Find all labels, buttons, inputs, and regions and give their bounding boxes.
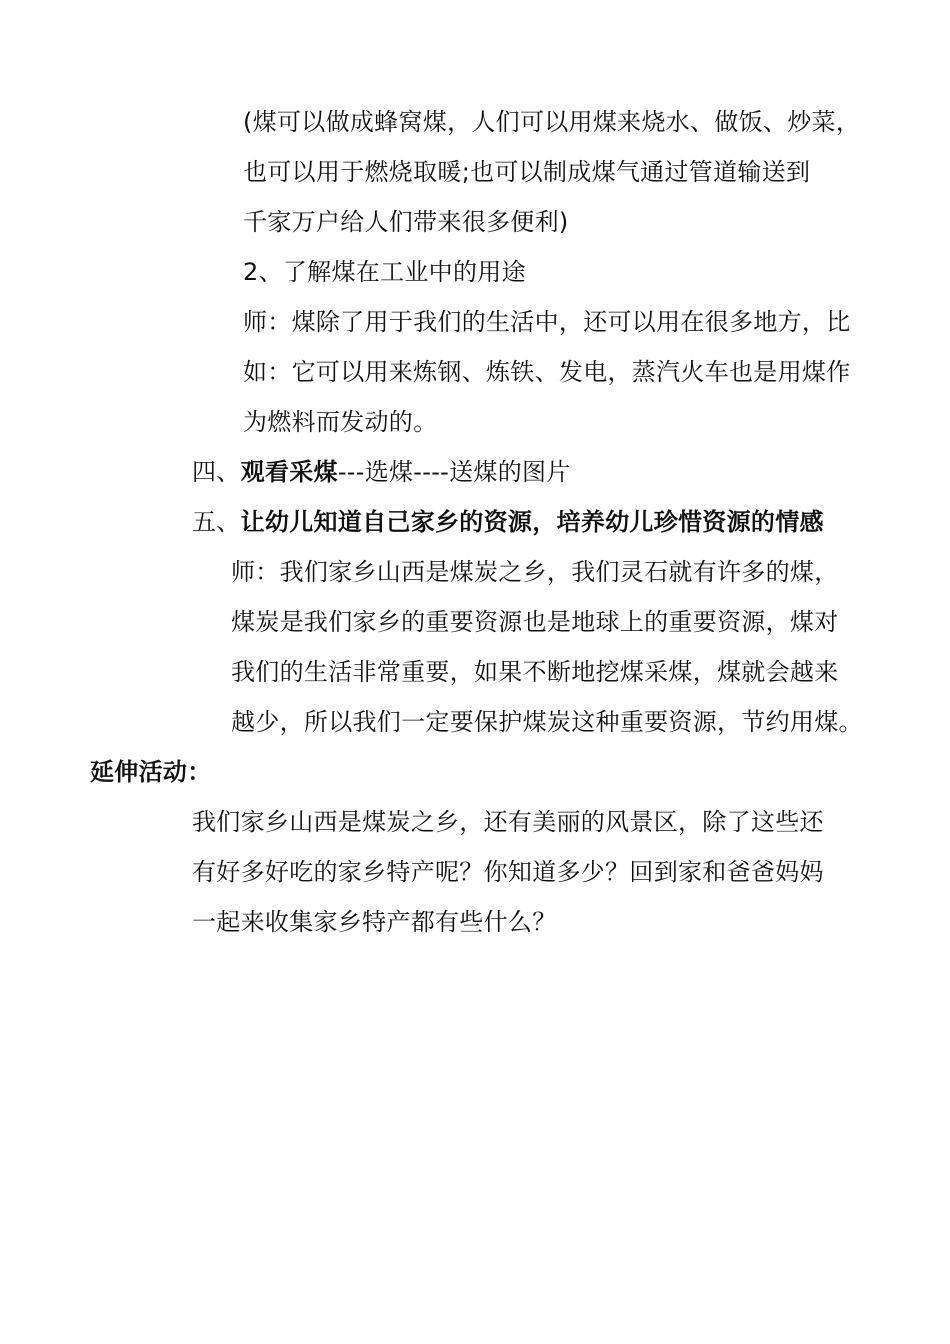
section-title-bold: 让幼儿知道自己家乡的资源，培养幼儿珍惜资源的情感 [240, 508, 824, 536]
paragraph-line: 我们的生活非常重要，如果不断地挖煤采煤，煤就会越来 [231, 658, 839, 686]
paragraph-line: 煤炭是我们家乡的重要资源也是地球上的重要资源，煤对 [231, 608, 839, 636]
paragraph-line: 师：我们家乡山西是煤炭之乡，我们灵石就有许多的煤， [231, 558, 839, 586]
section-heading-5 [192, 507, 824, 537]
paragraph-line: 一起来收集家乡特产都有些什么？ [192, 908, 557, 936]
section-number: 四、 [192, 458, 241, 486]
section-number: 五、 [192, 508, 241, 536]
paragraph-line: 越少，所以我们一定要保护煤炭这种重要资源，节约用煤。 [231, 708, 863, 736]
paragraph-line: (煤可以做成蜂窝煤，人们可以用煤来烧水、做饭、炒菜， [243, 108, 861, 136]
section-title-rest: ---选煤----送煤的图片 [337, 458, 571, 486]
paragraph-line: 也可以用于燃烧取暖;也可以制成煤气通过管道输送到 [243, 158, 811, 186]
paragraph-line: 师：煤除了用于我们的生活中，还可以用在很多地方，比 [243, 308, 851, 336]
paragraph-line: 我们家乡山西是煤炭之乡，还有美丽的风景区，除了这些还 [192, 808, 824, 836]
extension-heading: 延伸活动： [90, 758, 212, 786]
paragraph-line: 千家万户给人们带来很多便利) [243, 208, 569, 236]
subsection-heading: 2、了解煤在工业中的用途 [243, 258, 526, 286]
section-heading-4 [192, 457, 571, 487]
section-title-bold: 观看采煤 [240, 458, 338, 486]
paragraph-line: 如：它可以用来炼钢、炼铁、发电，蒸汽火车也是用煤作 [243, 358, 851, 386]
paragraph-line: 有好多好吃的家乡特产呢？你知道多少？回到家和爸爸妈妈 [192, 858, 824, 886]
paragraph-line: 为燃料而发动的。 [243, 408, 438, 436]
